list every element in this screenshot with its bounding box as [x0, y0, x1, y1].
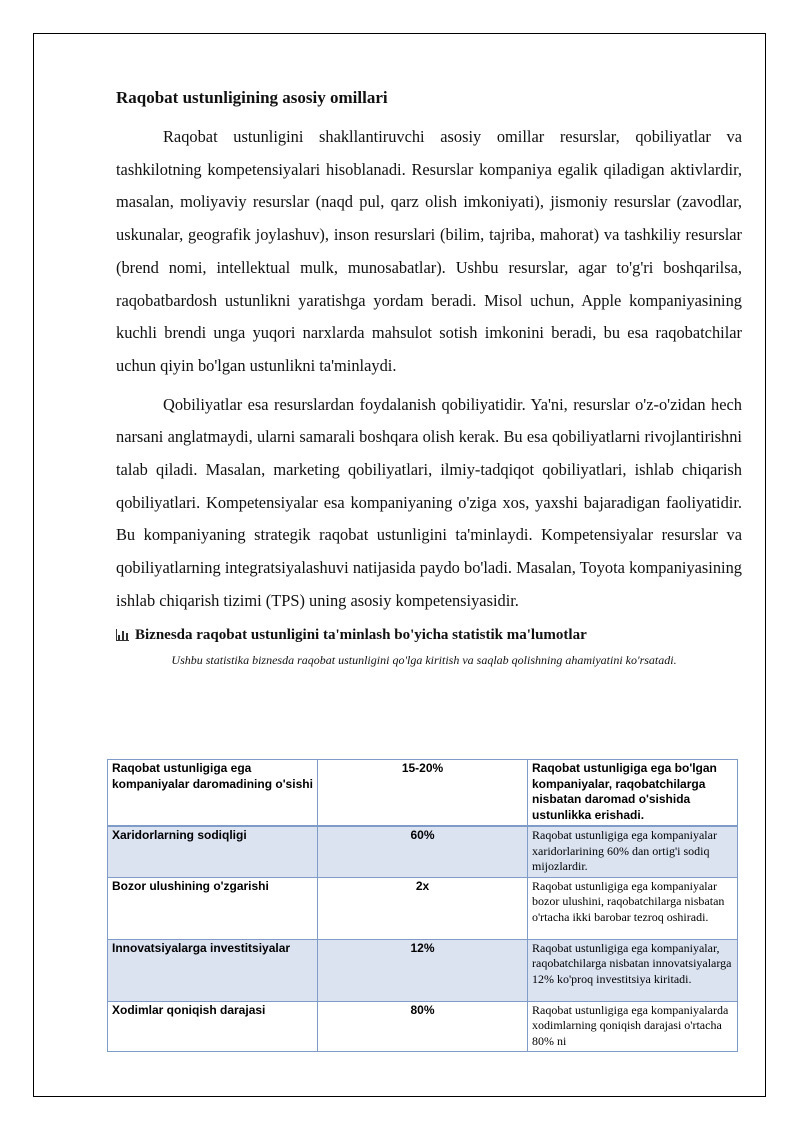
stats-title — [116, 624, 742, 646]
stat-note: Raqobat ustunligiga ega kompaniyalar, raqobatchilarga nisbatan innovatsiyalarga 12% ko'proq investitsiya kiritadi. — [528, 939, 738, 1001]
section-heading: Raqobat ustunligining asosiy omillari — [116, 88, 388, 107]
stats-subtitle: Ushbu statistika biznesda raqobat ustunligini qo'lga kiritish va saqlab qolishning ahamiyatini ko'rsatadi. — [171, 652, 677, 667]
paragraph-capabilities: Qobiliyatlar esa resurslardan foydalanish qobiliyatidir. Ya'ni, resurslar o'z-o'zidan hech narsani anglatmaydi, ularni samarali boshqara olish kerak. Bu esa qobiliyatlarni rivojlantirishni talab qiladi. Masalan, marketing qobiliyatlari, ilmiy-tadqiqot qobiliyatlari, ishlab chiqarish qobiliyatlari. Kompetensiyalar esa kompaniyaning o'ziga xos, yaxshi bajaradigan faoliyatidir. Bu kompaniyaning strategik raqobat ustunligini ta'minlaydi. Kompetensiyalar resurslar va qobiliyatlarning integratsiyalashuvi natijasida paydo bo'ladi. Masalan, Toyota kompaniyasining ishlab chiqarish tizimi (TPS) uning asosiy kompetensiyasidir. — [116, 394, 742, 610]
stat-value: 15-20% — [318, 760, 528, 827]
stat-label: Raqobat ustunligiga ega kompaniyalar daromadining o'sishi — [108, 760, 318, 827]
stats-title-text: Biznesda raqobat ustunligini ta'minlash bo'yicha statistik ma'lumotlar — [135, 626, 587, 643]
table-row — [108, 826, 738, 877]
stat-value: 12% — [318, 939, 528, 1001]
stat-label: Innovatsiyalarga investitsiyalar — [108, 939, 318, 1001]
table-row — [108, 760, 738, 827]
stat-value: 80% — [318, 1001, 528, 1052]
stat-label: Xodimlar qoniqish darajasi — [108, 1001, 318, 1052]
table-row — [108, 877, 738, 939]
stat-label: Bozor ulushining o'zgarishi — [108, 877, 318, 939]
stat-value: 60% — [318, 826, 528, 877]
stats-table — [107, 759, 738, 1052]
stat-label: Xaridorlarning sodiqligi — [108, 826, 318, 877]
stat-note: Raqobat ustunligiga ega kompaniyalar bozor ulushini, raqobatchilarga nisbatan o'rtacha ikki barobar tezroq oshiradi. — [528, 877, 738, 939]
document-body — [116, 86, 742, 674]
stat-note: Raqobat ustunligiga ega kompaniyalarda xodimlarning qoniqish darajasi o'rtacha 80% ni — [528, 1001, 738, 1052]
table-row — [108, 1001, 738, 1052]
paragraph-resources: Raqobat ustunligini shakllantiruvchi asosiy omillar resurslar, qobiliyatlar va tashkilotning kompetensiyalari hisoblanadi. Resurslar kompaniya egalik qiladigan aktivlardir, masalan, moliyaviy resurslar (naqd pul, qarz olish imkoniyati), jismoniy resurslar (zavodlar, uskunalar, geografik joylashuv), inson resurslari (bilim, tajriba, mahorat) va tashkiliy resurslar (brend nomi, intellektual mulk, munosabatlar). Ushbu resurslar, agar to'g'ri boshqarilsa, raqobatbardosh ustunlikni yaratishga yordam beradi. Misol uchun, Apple kompaniyasining kuchli brendi unga yuqori narxlarda mahsulot sotish imkonini beradi, bu esa raqobatchilar uchun qiyin bo'lgan ustunlikni ta'minlaydi. — [116, 127, 742, 375]
stat-value: 2x — [318, 877, 528, 939]
table-row — [108, 939, 738, 1001]
stat-note: Raqobat ustunligiga ega bo'lgan kompaniyalar, raqobatchilarga nisbatan daromad o'sishida ustunlikka erishadi. — [528, 760, 738, 827]
stat-note: Raqobat ustunligiga ega kompaniyalar xaridorlarining 60% dan ortig'i sodiq mijozlardir. — [528, 826, 738, 877]
bar-chart-icon — [116, 629, 129, 641]
